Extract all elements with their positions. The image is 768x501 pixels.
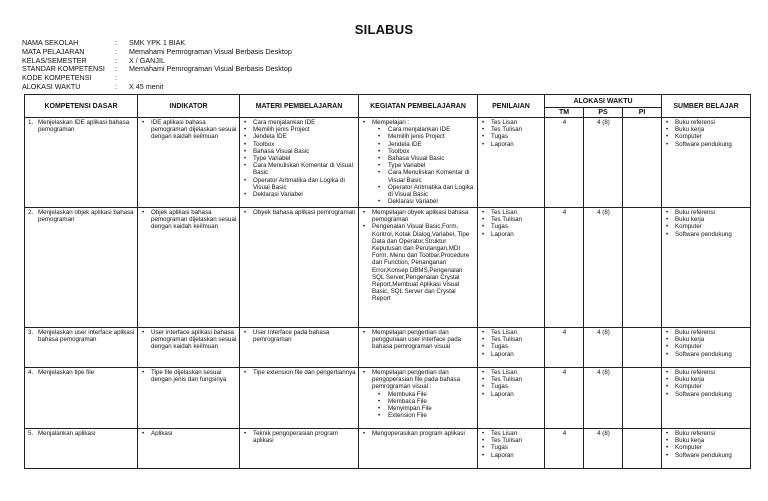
sumber-item: • Komputer: [665, 343, 748, 350]
info-row: STANDAR KOMPETENSI : Memahami Pemrograman Visual Berbasis Desktop: [22, 64, 292, 74]
cell-tm: 4: [545, 368, 584, 429]
kd-text: Menjalankan aplikasi: [38, 430, 96, 437]
penilaian-item: • Tes Lisan: [481, 430, 542, 437]
header-pi: PI: [623, 108, 662, 118]
info-label: STANDAR KOMPETENSI: [22, 64, 105, 74]
cell-penilaian: [478, 328, 545, 368]
kegiatan-item: • Mempelajari pengertian dan penggunaan user interface pada bahasa pemrograman visual: [362, 329, 475, 351]
kegiatan-list: [362, 119, 475, 205]
indikator-list: [141, 430, 237, 437]
cell-materi: [240, 328, 359, 368]
materi-item: • Obyek bahasa aplikasi pemrograman: [243, 209, 356, 216]
cell-sumber-belajar: [662, 328, 751, 368]
sumber-item: • Buku kerja: [665, 216, 748, 223]
penilaian-item: • Tes Tulisan: [481, 336, 542, 343]
cell-kompetensi-dasar: [25, 368, 138, 429]
table-row: [25, 429, 751, 469]
sumber-list: [665, 329, 748, 358]
indikator-item: • User interface aplikasi bahasa pemograman dijelaskan sesuai dengan kaidah keilmuan: [141, 329, 237, 351]
indikator-item: • Aplikasi: [141, 430, 237, 437]
materi-item: • Cara menjalankan IDE: [243, 119, 356, 126]
sumber-item: • Buku kerja: [665, 126, 748, 133]
cell-ps: 4 (8): [584, 208, 623, 328]
header-alokasi-waktu: ALOKASI WAKTU: [545, 95, 662, 108]
cell-sumber-belajar: [662, 118, 751, 208]
penilaian-item: • Laporan: [481, 391, 542, 398]
kegiatan-sub-list: [362, 126, 475, 205]
kegiatan-sub-item: • Jendela IDE: [362, 141, 475, 148]
table-row: [25, 208, 751, 328]
penilaian-item: • Tes Lisan: [481, 369, 542, 376]
kegiatan-item: • Mempelajari obyek aplikasi bahasa pemograman: [362, 209, 475, 223]
info-value: Memahami Pemrograman Visual Berbasis Desktop: [129, 64, 292, 74]
materi-list: [243, 329, 356, 343]
header-kegiatan: KEGIATAN PEMBELAJARAN: [359, 95, 478, 118]
penilaian-item: • Tes Lisan: [481, 209, 542, 216]
cell-sumber-belajar: [662, 208, 751, 328]
sumber-item: • Komputer: [665, 444, 748, 451]
info-row: NAMA SEKOLAH : SMK YPK 1 BIAK: [22, 38, 186, 47]
penilaian-item: • Tugas: [481, 343, 542, 350]
cell-penilaian: [478, 368, 545, 429]
info-row: MATA PELAJARAN : Memahami Pemrograman Visual Berbasis Desktop: [22, 46, 292, 56]
info-label: ALOKASI WAKTU: [22, 81, 81, 91]
cell-ps: 4 (8): [584, 368, 623, 429]
cell-tm: 4: [545, 429, 584, 469]
cell-pi: [623, 368, 662, 429]
penilaian-list: [481, 119, 542, 148]
table-row: [25, 368, 751, 429]
materi-item: • Deklarasi Variabel: [243, 191, 356, 198]
cell-kompetensi-dasar: [25, 118, 138, 208]
kd-text: Menjelaskan objek aplikasi bahasa pemograman: [38, 209, 134, 224]
info-label: NAMA SEKOLAH: [22, 38, 79, 47]
cell-penilaian: [478, 118, 545, 208]
kegiatan-sub-item: • Operator Aritmatika dan Logika di Visual Basic: [362, 184, 475, 198]
sumber-item: • Buku kerja: [665, 376, 748, 383]
materi-item: • Memilih jenis Project: [243, 126, 356, 133]
info-row: KODE KOMPETENSI :: [22, 73, 117, 83]
kd-line: [28, 209, 135, 223]
kegiatan-sub-list: [362, 391, 475, 420]
kd-text: Menjelaskan IDE aplikasi bahasa pemograman: [38, 119, 130, 134]
document-info: [22, 39, 292, 92]
sumber-item: • Buku referensi: [665, 369, 748, 376]
materi-item: • Jendela IDE: [243, 133, 356, 140]
materi-item: • Teknik pengoperasian program aplikasi: [243, 430, 356, 444]
cell-ps: 4 (8): [584, 328, 623, 368]
sumber-item: • Buku referensi: [665, 209, 748, 216]
kegiatan-item: • Mengoperasikan program aplikasi: [362, 430, 475, 437]
info-label: KELAS/SEMESTER: [22, 55, 87, 65]
sumber-item: • Software pendukung: [665, 351, 748, 358]
info-label: MATA PELAJARAN: [22, 46, 85, 56]
materi-list: [243, 119, 356, 198]
penilaian-list: [481, 430, 542, 459]
cell-indikator: [138, 118, 240, 208]
penilaian-item: • Tugas: [481, 133, 542, 140]
cell-kompetensi-dasar: [25, 328, 138, 368]
sumber-item: • Software pendukung: [665, 141, 748, 148]
kegiatan-sub-item: • Type Variabel: [362, 162, 475, 169]
kegiatan-item: • Mempelajari pengertian dan pengoperasian file pada bahasa pemrograman visual : • Membuka File • Membaca File • Menyimpan File • Extension File: [362, 369, 475, 419]
info-row: ALOKASI WAKTU : X 45 menit: [22, 81, 164, 91]
kd-line: [28, 119, 135, 133]
indikator-list: [141, 119, 237, 141]
penilaian-item: • Tugas: [481, 444, 542, 451]
penilaian-item: • Laporan: [481, 351, 542, 358]
sumber-item: • Buku referensi: [665, 329, 748, 336]
sumber-item: • Buku referensi: [665, 119, 748, 126]
penilaian-item: • Tes Tulisan: [481, 437, 542, 444]
cell-indikator: [138, 368, 240, 429]
info-value: X 45 menit: [129, 81, 164, 91]
kd-line: [28, 369, 135, 376]
kegiatan-sub-item: • Menyimpan File: [362, 405, 475, 412]
cell-kompetensi-dasar: [25, 429, 138, 469]
kd-text: Menjelaskan user interface aplikasi bahasa pemograman: [38, 329, 135, 344]
materi-item: • Bahasa Visual Basic: [243, 148, 356, 155]
sumber-item: • Software pendukung: [665, 391, 748, 398]
kegiatan-item: • Mempelajari : • Cara menjalankan IDE • Memilih jenis Project • Jendela IDE • Toolbox • Bahasa Visual Basic • Type Variabel • Cara Menuliskan Komentar di Visual Basic • Operator Aritmatika dan Logika di Visual Basic • Deklarasi Variabel: [362, 119, 475, 205]
materi-item: • Operator Aritmatika dan Logika di Visual Basic: [243, 177, 356, 191]
indikator-list: [141, 209, 237, 231]
materi-item: • Tipe extension file dan pengertiannya: [243, 369, 356, 376]
sumber-item: • Buku kerja: [665, 336, 748, 343]
cell-kompetensi-dasar: [25, 208, 138, 328]
penilaian-list: [481, 209, 542, 238]
kegiatan-list: [362, 430, 475, 437]
header-indikator: INDIKATOR: [138, 95, 240, 118]
cell-materi: [240, 118, 359, 208]
cell-indikator: [138, 328, 240, 368]
cell-kegiatan: [359, 368, 478, 429]
kegiatan-sub-item: • Membaca File: [362, 398, 475, 405]
sumber-list: [665, 430, 748, 459]
header-materi: MATERI PEMBELAJARAN: [240, 95, 359, 118]
materi-list: [243, 430, 356, 444]
header-penilaian: PENILAIAN: [478, 95, 545, 118]
sumber-item: • Buku kerja: [665, 437, 748, 444]
kd-number: 4.: [28, 369, 34, 376]
cell-pi: [623, 429, 662, 469]
cell-pi: [623, 118, 662, 208]
header-ps: PS: [584, 108, 623, 118]
penilaian-list: [481, 329, 542, 358]
cell-kegiatan: [359, 429, 478, 469]
kegiatan-sub-item: • Extension File: [362, 412, 475, 419]
penilaian-item: • Laporan: [481, 141, 542, 148]
penilaian-item: • Tes Tulisan: [481, 376, 542, 383]
table-row: [25, 118, 751, 208]
cell-pi: [623, 328, 662, 368]
kegiatan-sub-item: • Memilih jenis Project: [362, 133, 475, 140]
cell-sumber-belajar: [662, 368, 751, 429]
info-value: X / GANJIL: [129, 55, 165, 65]
info-value: Memahami Pemrograman Visual Berbasis Desktop: [129, 46, 292, 56]
header-kompetensi-dasar: KOMPETENSI DASAR: [25, 95, 138, 118]
penilaian-item: • Tugas: [481, 383, 542, 390]
header-tm: TM: [545, 108, 584, 118]
sumber-item: • Software pendukung: [665, 452, 748, 459]
kegiatan-item: • Pengenalan Visual Basic,Form, Kontrol, Kotak Dialog,Variabel, Tipe Data dan Operator,Struktur Keputusan dan Perulangan,MDI Form, Menu dan Toolbar,Procedure dan Function, Penanganan Error,Konsep DBMS,Pengenalan SQL Server,Pengenalan Crystal Report,Membuat Aplikasi Visual Basic, SQL Server dan Crystal Report: [362, 223, 475, 302]
cell-materi: [240, 208, 359, 328]
cell-ps: 4 (8): [584, 118, 623, 208]
cell-pi: [623, 208, 662, 328]
cell-tm: 4: [545, 328, 584, 368]
table-body: [25, 118, 751, 469]
cell-kegiatan: [359, 118, 478, 208]
indikator-list: [141, 369, 237, 383]
materi-list: [243, 209, 356, 216]
kegiatan-sub-item: • Bahasa Visual Basic: [362, 155, 475, 162]
penilaian-item: • Tugas: [481, 223, 542, 230]
cell-materi: [240, 368, 359, 429]
sumber-item: • Komputer: [665, 223, 748, 230]
materi-list: [243, 369, 356, 376]
kegiatan-sub-item: • Deklarasi Variabel: [362, 198, 475, 205]
kegiatan-sub-item: • Cara Menuliskan Komentar di Visual Basic: [362, 169, 475, 183]
sumber-item: • Software pendukung: [665, 231, 748, 238]
cell-materi: [240, 429, 359, 469]
sumber-list: [665, 369, 748, 398]
kd-text: Menjelaskan tipe file: [38, 369, 95, 376]
cell-indikator: [138, 429, 240, 469]
sumber-item: • Komputer: [665, 133, 748, 140]
syllabus-table: [24, 94, 751, 469]
sumber-item: • Komputer: [665, 383, 748, 390]
info-label: KODE KOMPETENSI: [22, 73, 92, 83]
kd-line: [28, 329, 135, 343]
kegiatan-list: [362, 329, 475, 351]
indikator-item: • IDE aplikasi bahasa pemograman dijelaskan sesuai dengan kaidah keilmuan: [141, 119, 237, 141]
kegiatan-list: [362, 209, 475, 303]
kd-number: 5.: [28, 430, 34, 437]
materi-item: • Type Variabel: [243, 155, 356, 162]
cell-indikator: [138, 208, 240, 328]
materi-item: • User Interface pada bahasa pemrograman: [243, 329, 356, 343]
penilaian-item: • Tes Tulisan: [481, 126, 542, 133]
cell-penilaian: [478, 429, 545, 469]
kd-line: [28, 430, 135, 437]
kegiatan-sub-item: • Toolbox: [362, 148, 475, 155]
kegiatan-sub-item: • Cara menjalankan IDE: [362, 126, 475, 133]
info-row: KELAS/SEMESTER : X / GANJIL: [22, 55, 165, 65]
cell-penilaian: [478, 208, 545, 328]
cell-ps: 4 (8): [584, 429, 623, 469]
materi-item: • Toolbox: [243, 141, 356, 148]
penilaian-item: • Laporan: [481, 452, 542, 459]
cell-tm: 4: [545, 118, 584, 208]
indikator-item: • Objek aplikasi bahasa pemograman dijelaskan sesuai dengan kaidah keilmuan: [141, 209, 237, 231]
kd-number: 2.: [28, 209, 34, 216]
penilaian-item: • Laporan: [481, 231, 542, 238]
materi-item: • Cara Menuliskan Komentar di Visual Basic: [243, 162, 356, 176]
kd-number: 3.: [28, 329, 34, 336]
kegiatan-sub-item: • Membuka File: [362, 391, 475, 398]
kegiatan-list: [362, 369, 475, 419]
cell-sumber-belajar: [662, 429, 751, 469]
kd-number: 1.: [28, 119, 34, 126]
cell-tm: 4: [545, 208, 584, 328]
penilaian-item: • Tes Lisan: [481, 119, 542, 126]
sumber-list: [665, 119, 748, 148]
header-sumber-belajar: SUMBER BELAJAR: [662, 95, 751, 118]
sumber-list: [665, 209, 748, 238]
indikator-list: [141, 329, 237, 351]
penilaian-item: • Tes Tulisan: [481, 216, 542, 223]
page-title: SILABUS: [354, 22, 414, 37]
indikator-item: • Tipe file dijelaskan sesuai dengan jenis dan fungsinya: [141, 369, 237, 383]
cell-kegiatan: [359, 208, 478, 328]
cell-kegiatan: [359, 328, 478, 368]
penilaian-list: [481, 369, 542, 398]
info-value: SMK YPK 1 BIAK: [129, 38, 186, 47]
table-row: [25, 328, 751, 368]
sumber-item: • Buku referensi: [665, 430, 748, 437]
penilaian-item: • Tes Lisan: [481, 329, 542, 336]
